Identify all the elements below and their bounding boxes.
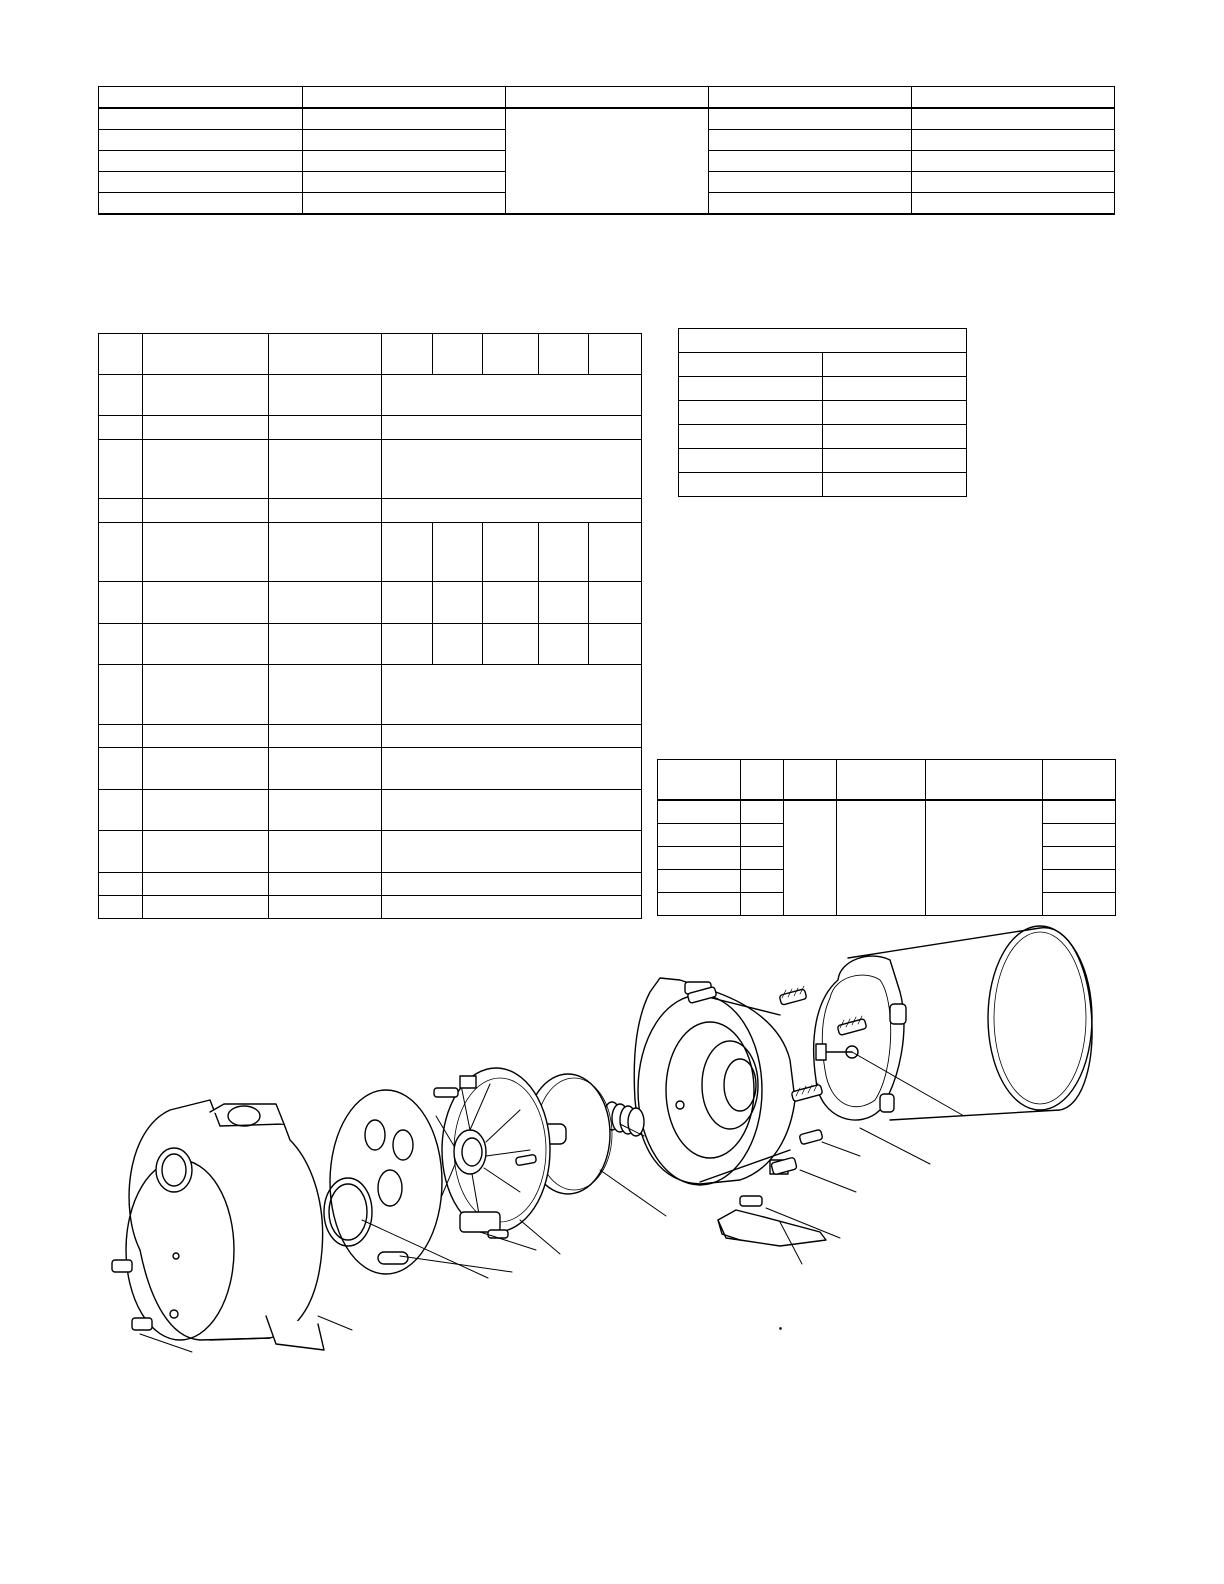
table-row [99,582,642,624]
exploded-pump-diagram [100,920,1110,1380]
priming-plug [112,1260,132,1272]
table-row [99,873,642,896]
table-row [99,665,642,725]
table-row [679,329,967,353]
table-row [679,449,967,473]
lower-right-table [657,759,1116,916]
table-row [99,748,642,790]
table-row [99,790,642,831]
table-row [99,108,1115,130]
top-table [98,86,1115,215]
table-row [679,473,967,497]
motor-gasket [814,956,906,1120]
pump-casing [126,1100,324,1350]
table-row [679,377,967,401]
seal-plate [634,978,795,1185]
table-row [99,523,642,582]
table-row [99,831,642,873]
drain-plug [132,1318,152,1330]
table-row [658,800,1116,824]
table-row [99,375,642,416]
table-row [679,353,967,377]
table-row [99,624,642,665]
table-row [99,334,642,375]
table-row [658,760,1116,801]
mounting-foot [718,1210,826,1246]
table-row [99,440,642,499]
table-row [679,425,967,449]
table-row [99,87,1115,109]
table-row [99,499,642,523]
small-table [678,328,967,497]
table-row [99,725,642,748]
base-bolt [740,1196,762,1206]
table-row [99,416,642,440]
parts-table [98,333,642,919]
table-row [679,401,967,425]
table-row [99,896,642,919]
